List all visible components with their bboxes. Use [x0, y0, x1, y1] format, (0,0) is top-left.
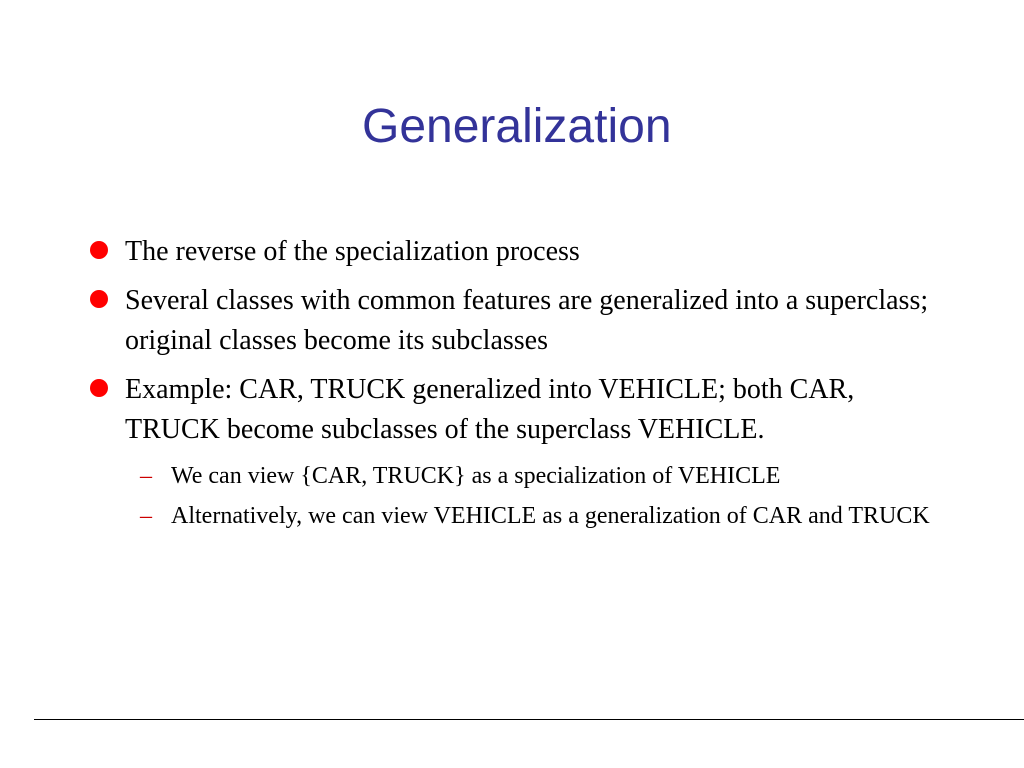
bullet-item — [88, 281, 948, 361]
sub-bullet-text: Alternatively, we can view VEHICLE as a generalization of CAR and TRUCK — [171, 503, 930, 529]
slide-title: Generalization — [362, 100, 672, 153]
dash-bullet-icon: – — [140, 463, 152, 489]
bullet-text: Several classes with common features are generalized into a superclass; original classes become its subclasses — [125, 285, 929, 356]
bullet-text: Example: CAR, TRUCK generalized into VEHICLE; both CAR, TRUCK become subclasses of the superclass VEHICLE. — [125, 374, 855, 445]
footer-divider — [34, 719, 1024, 720]
bullet-text: The reverse of the specialization process — [125, 236, 580, 267]
red-dot-bullet-icon — [90, 241, 108, 259]
sub-bullet-item — [88, 499, 948, 533]
sub-bullet-text: We can view {CAR, TRUCK} as a specialization of VEHICLE — [171, 463, 781, 489]
bullet-list — [88, 232, 948, 539]
sub-bullet-item — [88, 459, 948, 493]
red-dot-bullet-icon — [90, 379, 108, 397]
bullet-item — [88, 370, 948, 450]
red-dot-bullet-icon — [90, 290, 108, 308]
sub-bullet-list — [88, 459, 948, 533]
bullet-item — [88, 232, 948, 272]
dash-bullet-icon: – — [140, 503, 152, 529]
